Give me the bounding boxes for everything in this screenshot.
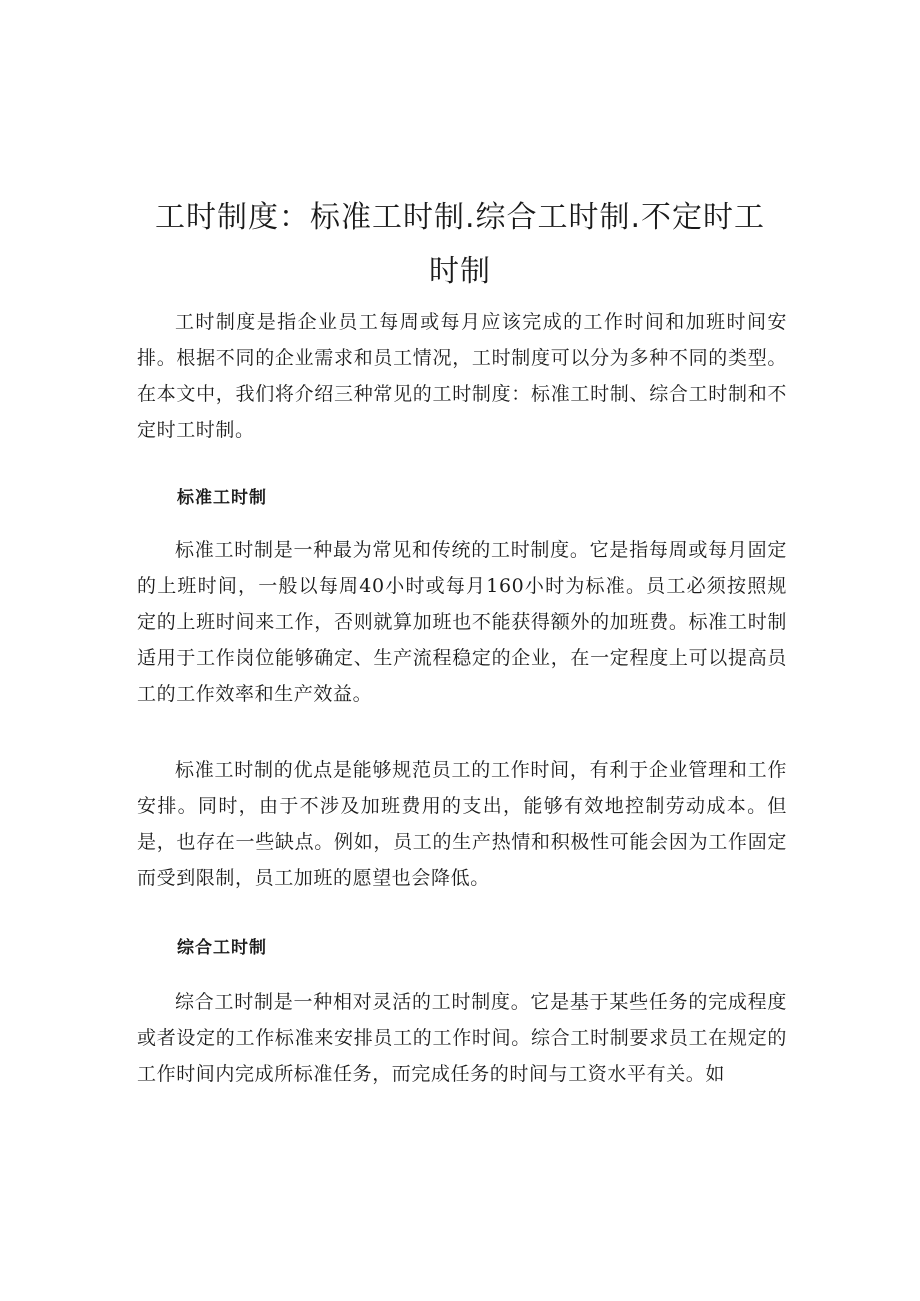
comprehensive-paragraph-block-1 bbox=[137, 984, 787, 1092]
standard-paragraph-block-2 bbox=[137, 752, 787, 896]
section-heading-standard: 标准工时制 bbox=[177, 488, 267, 508]
section-heading-comprehensive: 综合工时制 bbox=[177, 938, 267, 958]
comprehensive-paragraph-1: 综合工时制是一种相对灵活的工时制度。它是基于某些任务的完成程度或者设定的工作标准来安排员工的工作时间。综合工时制要求员工在规定的工作时间内完成所标准任务，而完成任务的时间与工资水平有关。如 bbox=[137, 991, 787, 1085]
standard-paragraph-1: 标准工时制是一种最为常见和传统的工时制度。它是指每周或每月固定的上班时间，一般以每周40小时或每月160小时为标准。员工必须按照规定的上班时间来工作，否则就算加班也不能获得额外的加班费。标准工时制适用于工作岗位能够确定、生产流程稳定的企业，在一定程度上可以提高员工的工作效率和生产效益。 bbox=[137, 539, 787, 705]
intro-paragraph-block bbox=[137, 304, 787, 448]
standard-paragraph-2: 标准工时制的优点是能够规范员工的工作时间，有利于企业管理和工作安排。同时，由于不涉及加班费用的支出，能够有效地控制劳动成本。但是，也存在一些缺点。例如，员工的生产热情和积极性可能会因为工作固定而受到限制，员工加班的愿望也会降低。 bbox=[137, 759, 787, 889]
document-title: 工时制度：标准工时制.综合工时制.不定时工时制 bbox=[154, 200, 766, 289]
standard-paragraph-block-1 bbox=[137, 532, 787, 712]
intro-paragraph: 工时制度是指企业员工每周或每月应该完成的工作时间和加班时间安排。根据不同的企业需求和员工情况，工时制度可以分为多种不同的类型。在本文中，我们将介绍三种常见的工时制度：标准工时制、综合工时制和不定时工时制。 bbox=[137, 311, 787, 441]
